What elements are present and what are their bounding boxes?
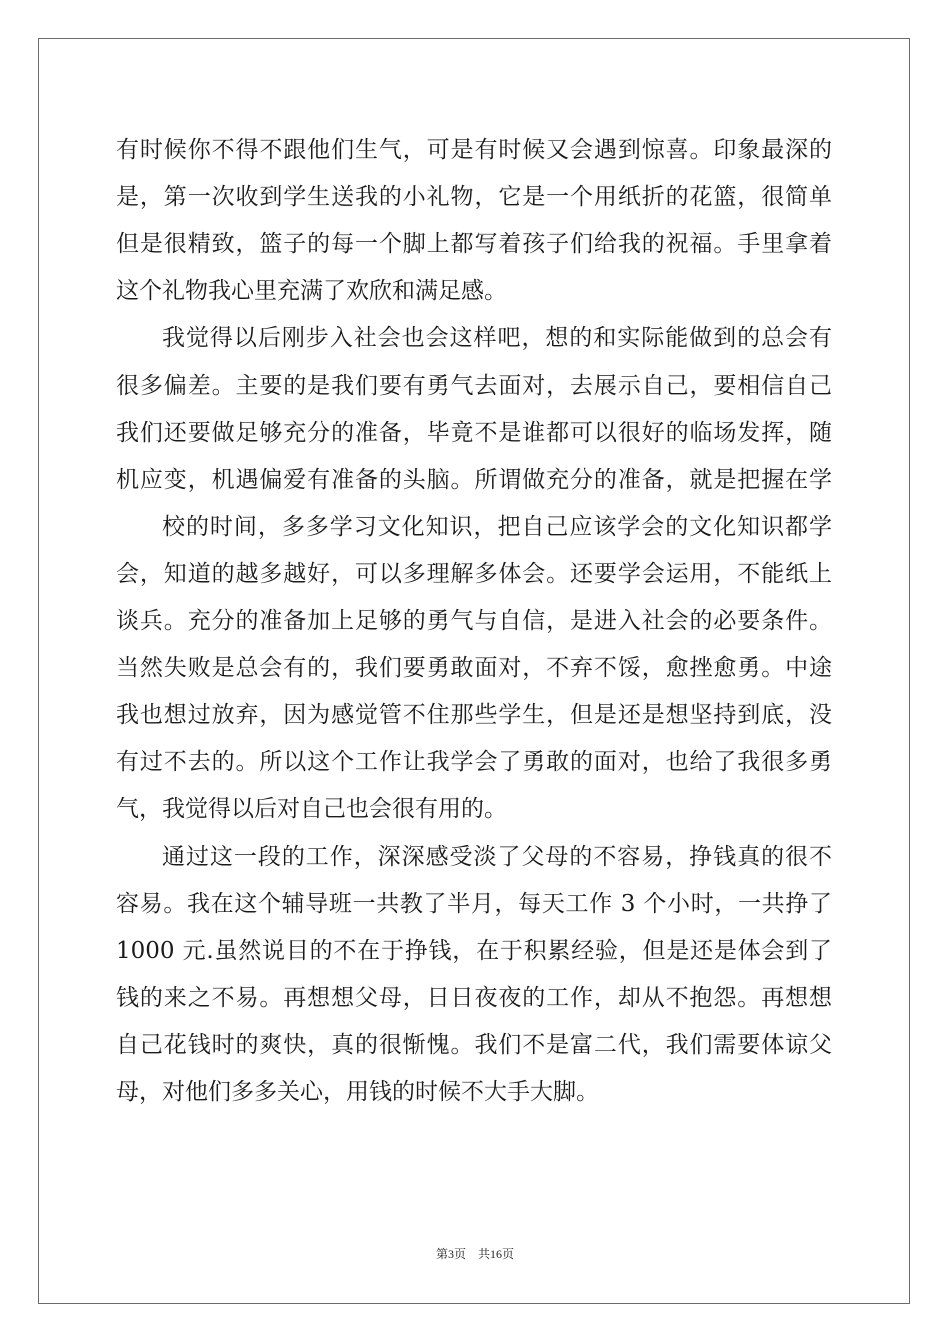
text-line: 校的时间，多多学习文化知识，把自己应该学会的文化知识都学 [162, 514, 832, 540]
text-line: 但是很精致，篮子的每一个脚上都写着孩子们给我的祝福。手里拿着 [116, 231, 832, 257]
text-line: 有时候你不得不跟他们生气，可是有时候又会遇到惊喜。印象最深的 [116, 137, 832, 163]
text-line: 谈兵。充分的准备加上足够的勇气与自信，是进入社会的必要条件。 [116, 608, 832, 634]
text-line: 自己花钱时的爽快，真的很惭愧。我们不是富二代，我们需要体谅父 [116, 1032, 832, 1058]
text-line: 1000 元.虽然说目的不在于挣钱，在于积累经验，但是还是体会到了 [116, 938, 832, 964]
text-line: 我们还要做足够充分的准备，毕竟不是谁都可以很好的临场发挥，随 [116, 420, 832, 446]
text-line: 这个礼物我心里充满了欢欣和满足感。 [116, 278, 507, 304]
text-line: 有过不去的。所以这个工作让我学会了勇敢的面对，也给了我很多勇 [116, 749, 832, 775]
text-line: 机应变，机遇偏爱有准备的头脑。所谓做充分的准备，就是把握在学 [116, 467, 832, 493]
text-line: 我觉得以后刚步入社会也会这样吧，想的和实际能做到的总会有 [162, 325, 832, 351]
text-line: 气，我觉得以后对自己也会很有用的。 [116, 796, 507, 822]
text-line: 很多偏差。主要的是我们要有勇气去面对，去展示自己，要相信自己 [116, 373, 832, 399]
text-line: 通过这一段的工作，深深感受淡了父母的不容易，挣钱真的很不 [162, 844, 832, 870]
page-number: 第3页 [435, 1247, 466, 1261]
page-footer [0, 1245, 950, 1262]
page-total: 共16页 [478, 1247, 515, 1261]
text-line: 容易。我在这个辅导班一共教了半月，每天工作 3 个小时，一共挣了 [116, 891, 832, 917]
text-line: 是，第一次收到学生送我的小礼物，它是一个用纸折的花篮，很简单 [116, 184, 832, 210]
text-line: 当然失败是总会有的，我们要勇敢面对，不弃不馁，愈挫愈勇。中途 [116, 655, 832, 681]
text-line: 钱的来之不易。再想想父母，日日夜夜的工作，却从不抱怨。再想想 [116, 985, 832, 1011]
text-line: 我也想过放弃，因为感觉管不住那些学生，但是还是想坚持到底，没 [116, 702, 832, 728]
text-line: 母，对他们多多关心，用钱的时候不大手大脚。 [116, 1079, 599, 1105]
text-line: 会，知道的越多越好，可以多理解多体会。还要学会运用，不能纸上 [116, 561, 832, 587]
